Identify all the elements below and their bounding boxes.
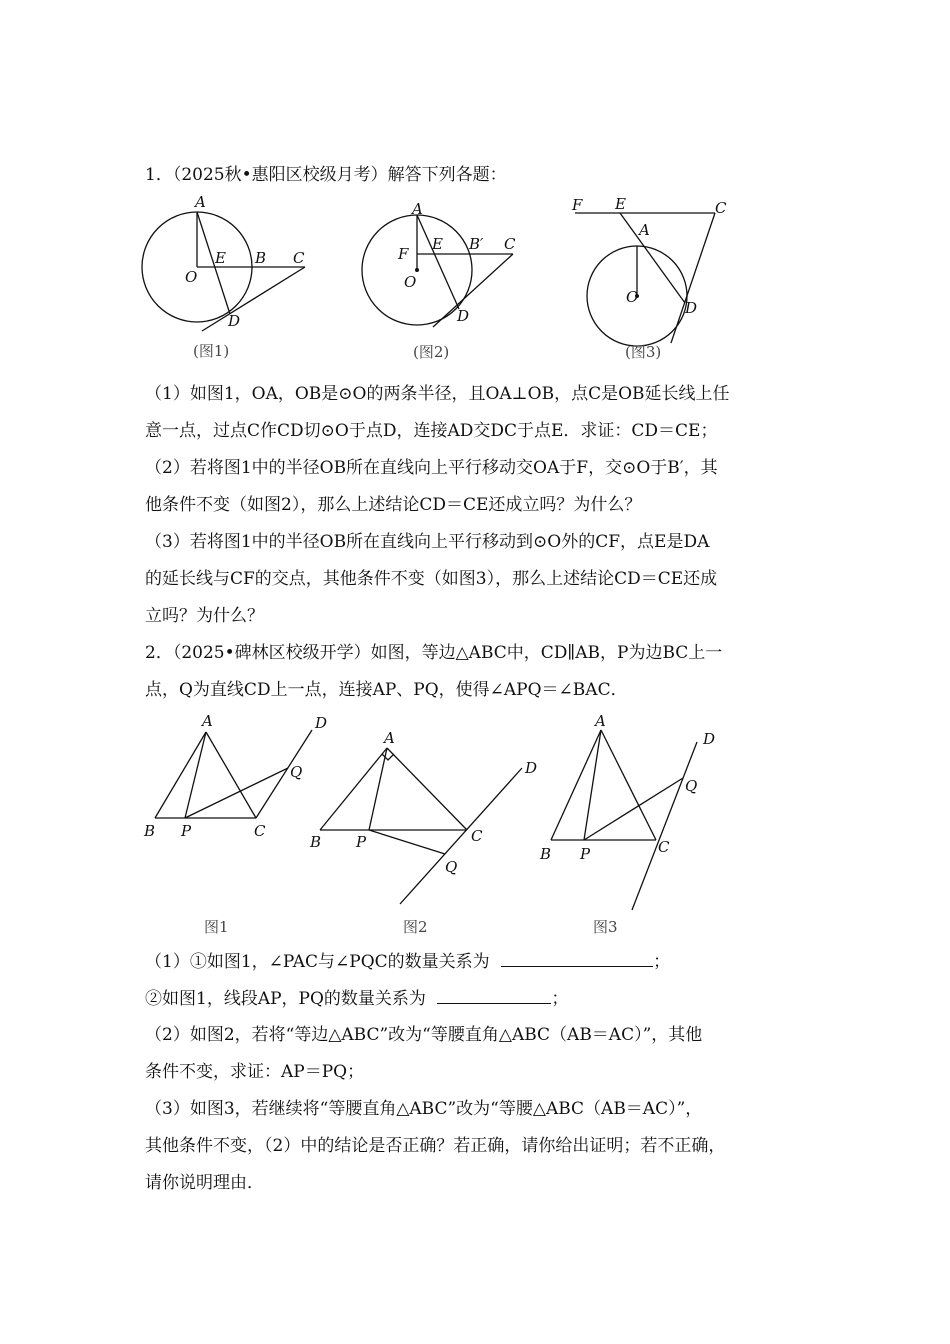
q1-figure-2 (355, 195, 535, 365)
q1-line-4: 他条件不变（如图2），那么上述结论CD＝CE还成立吗？为什么？ (145, 495, 642, 515)
label-a: A (595, 712, 606, 730)
label-b: B (310, 833, 322, 851)
label-d: D (315, 714, 328, 732)
label-d: D (525, 759, 538, 777)
q1-line-2: 意一点，过点C作CD切⊙O于点D，连接AD交DC于点E．求证：CD＝CE； (145, 421, 718, 441)
figure-caption: (图2) (413, 343, 450, 361)
figure-caption: (图1) (193, 342, 230, 360)
tangent-cd (433, 254, 513, 327)
label-d: D (228, 312, 241, 330)
label-d: D (457, 307, 470, 325)
label-c: C (504, 235, 516, 253)
q2-line-2: 条件不变，求证：AP＝PQ； (145, 1062, 365, 1082)
figure-caption: 图2 (403, 918, 428, 936)
label-f: F (398, 245, 409, 263)
answer-blank-1[interactable] (501, 950, 653, 967)
label-o: O (626, 288, 639, 306)
figure-caption: 图3 (593, 918, 618, 936)
q1-header: 1．（2025秋•惠阳区校级月考）解答下列各题： (145, 165, 507, 185)
label-a: A (195, 193, 206, 211)
line-ad (417, 215, 459, 309)
side-ab (155, 732, 206, 818)
answer-blank-2[interactable] (437, 987, 551, 1004)
label-q: Q (445, 858, 458, 876)
q1-line-5: （3）若将图1中的半径OB所在直线向上平行移动到⊙O外的CF，点E是DA (145, 532, 710, 552)
side-ab (551, 730, 601, 840)
q1-line-6: 的延长线与CF的交点，其他条件不变（如图3），那么上述结论CD＝CE还成 (145, 569, 718, 589)
q1-line-1: （1）如图1，OA，OB是⊙O的两条半径，且OA⊥OB，点C是OB延长线上任 (145, 384, 730, 404)
right-angle-mark (382, 754, 394, 760)
line-cd (400, 768, 522, 904)
side-ac (387, 748, 467, 830)
q1-figure-3 (565, 193, 745, 365)
label-c: C (658, 838, 670, 856)
q2-sub1a-text: （1）①如图1，∠PAC与∠PQC的数量关系为 (145, 952, 490, 972)
tangent-cd (671, 213, 715, 343)
q2-sub1b-text: ②如图1，线段AP，PQ的数量关系为 (145, 989, 426, 1009)
label-a: A (412, 200, 423, 218)
line-cd (256, 730, 312, 818)
q2-figure-3 (535, 712, 735, 942)
segment-pq (369, 830, 445, 854)
label-q: Q (685, 777, 698, 795)
label-e: E (615, 195, 626, 213)
segment-ap (185, 732, 206, 818)
label-b: B (540, 845, 552, 863)
q2-sub1a-end: ； (653, 952, 671, 972)
label-p: P (580, 845, 591, 863)
label-e: E (215, 249, 226, 267)
q2-line-4: 其他条件不变，（2）中的结论是否正确？若正确，请你给出证明；若不正确， (145, 1136, 726, 1156)
q1-line-3: （2）若将图1中的半径OB所在直线向上平行移动交OA于F，交⊙O于B′，其 (145, 458, 718, 478)
label-a: A (202, 712, 213, 730)
center-dot (415, 268, 419, 272)
q2-line-3: （3）如图3，若继续将“等腰直角△ABC”改为“等腰△ABC（AB＝AC）”， (145, 1099, 703, 1119)
q1-line-7: 立吗？为什么？ (145, 606, 264, 626)
label-o: O (185, 268, 198, 286)
label-a: A (639, 221, 650, 239)
segment-pq (584, 778, 683, 840)
label-c: C (715, 199, 727, 217)
label-a: A (384, 729, 395, 747)
q2-line-1: （2）如图2，若将“等边△ABC”改为“等腰直角△ABC（AB＝AC）”，其他 (145, 1025, 703, 1045)
q2-header-line-2: 点，Q为直线CD上一点，连接AP、PQ，使得∠APQ＝∠BAC． (145, 680, 628, 700)
label-b: B (144, 822, 156, 840)
label-p: P (356, 833, 367, 851)
label-f: F (572, 196, 583, 214)
label-p: P (181, 822, 192, 840)
side-ac (206, 732, 256, 818)
label-c: C (293, 249, 305, 267)
label-d: D (685, 299, 698, 317)
line-cd (632, 742, 697, 910)
label-b: B (255, 249, 267, 267)
segment-ap (369, 748, 387, 830)
q2-header-line-1: 2．（2025•碑林区校级开学）如图，等边△ABC中，CD∥AB，P为边BC上一 (145, 643, 723, 663)
figure-caption: (图3) (625, 343, 662, 361)
label-b-prime: B′ (469, 235, 484, 253)
side-ab (320, 748, 387, 830)
label-e: E (432, 235, 443, 253)
q2-line-5: 请你说明理由． (145, 1173, 264, 1193)
segment-ap (584, 730, 601, 840)
label-c: C (471, 827, 483, 845)
label-c: C (254, 822, 266, 840)
q2-figure-2 (305, 728, 555, 942)
label-q: Q (290, 763, 303, 781)
q2-sub1b-end: ； (551, 989, 569, 1009)
label-d: D (703, 730, 716, 748)
figure-caption: 图1 (204, 918, 229, 936)
label-o: O (404, 273, 417, 291)
q2-sub1a (145, 950, 810, 973)
q2-sub1b (145, 987, 810, 1010)
q1-figure-1 (135, 190, 315, 365)
